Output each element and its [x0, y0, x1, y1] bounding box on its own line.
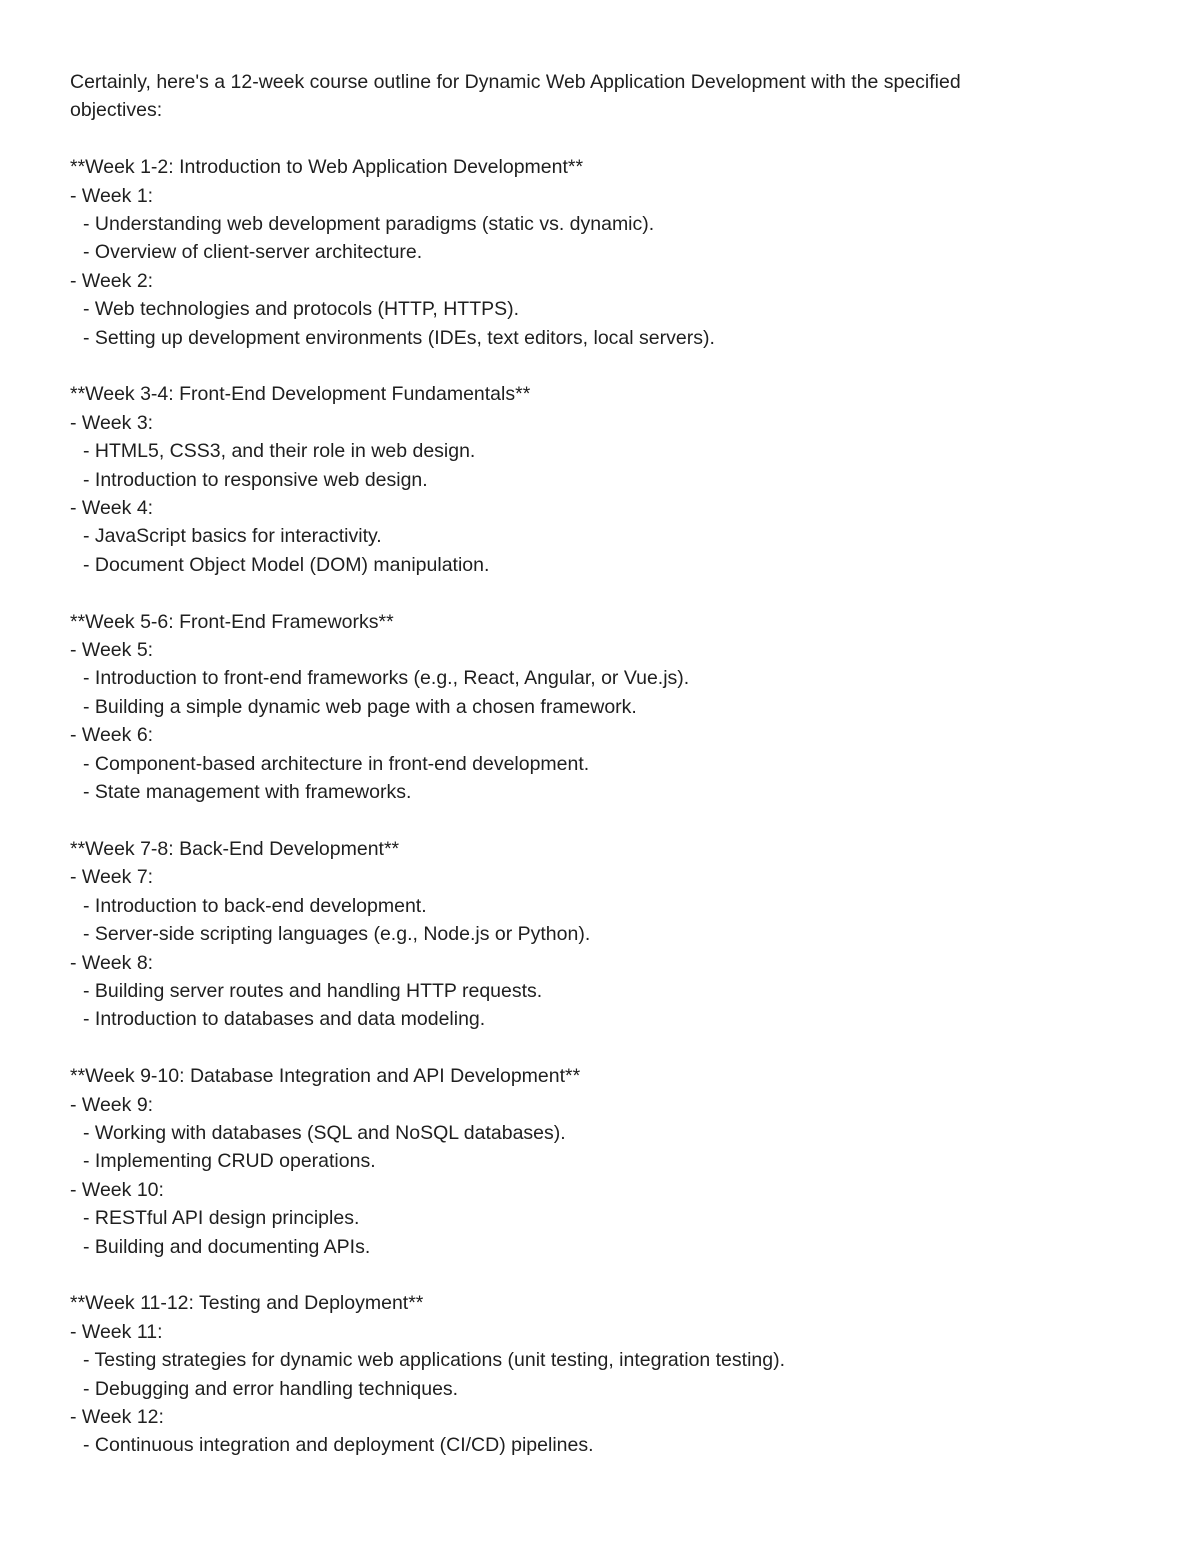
section-heading: **Week 5-6: Front-End Frameworks**: [70, 610, 394, 633]
week-item: - Debugging and error handling techniques.: [83, 1377, 459, 1400]
week-label: - Week 4:: [70, 497, 154, 520]
week-label: - Week 12:: [70, 1406, 164, 1428]
section-week-1-2: [70, 153, 1130, 352]
week-item: - RESTful API design principles.: [83, 1207, 360, 1230]
week-label: - Week 5:: [70, 639, 154, 662]
week-item: - Working with databases (SQL and NoSQL databases).: [83, 1121, 566, 1144]
week-label: - Week 11:: [70, 1320, 163, 1343]
week-item: - Document Object Model (DOM) manipulation.: [83, 553, 490, 576]
week-item: - Setting up development environments (IDEs, text editors, local servers).: [83, 326, 715, 349]
week-label: - Week 8:: [70, 951, 154, 974]
section-week-5-6: [70, 608, 1130, 807]
intro-line: objectives:: [70, 99, 163, 122]
week-item: - Building server routes and handling HTTP requests.: [83, 979, 543, 1002]
week-label: - Week 9:: [70, 1093, 154, 1116]
section-heading: **Week 3-4: Front-End Development Fundamentals**: [70, 383, 531, 406]
section-week-9-10: [70, 1062, 1130, 1261]
week-label: - Week 2:: [70, 269, 154, 292]
week-item: - Web technologies and protocols (HTTP, HTTPS).: [83, 298, 520, 321]
week-item: - Understanding web development paradigms (static vs. dynamic).: [83, 213, 655, 236]
section-week-11-12: [70, 1289, 1130, 1459]
week-item: - Introduction to back-end development.: [83, 894, 427, 917]
week-item: - Building and documenting APIs.: [83, 1235, 371, 1258]
section-week-3-4: [70, 380, 1130, 579]
section-heading: **Week 1-2: Introduction to Web Application Development**: [70, 156, 584, 179]
week-item: - Introduction to databases and data modeling.: [83, 1008, 486, 1031]
document-page: [70, 68, 1130, 1460]
week-label: - Week 3:: [70, 411, 154, 434]
week-label: - Week 6:: [70, 724, 154, 747]
week-item: - Testing strategies for dynamic web applications (unit testing, integration testing).: [83, 1349, 785, 1372]
week-label: - Week 1:: [70, 184, 154, 207]
intro-paragraph: [70, 68, 1130, 125]
section-week-7-8: [70, 835, 1130, 1034]
section-heading: **Week 7-8: Back-End Development**: [70, 837, 400, 860]
week-item: - Introduction to front-end frameworks (e.g., React, Angular, or Vue.js).: [83, 667, 690, 690]
week-item: - HTML5, CSS3, and their role in web design.: [83, 440, 476, 463]
section-heading: **Week 9-10: Database Integration and API Development**: [70, 1065, 581, 1088]
week-item: - Implementing CRUD operations.: [83, 1150, 376, 1173]
week-label: - Week 7:: [70, 866, 154, 889]
week-label: - Week 10:: [70, 1178, 164, 1201]
week-item: - Overview of client-server architecture.: [83, 241, 423, 264]
week-item: - Continuous integration and deployment (CI/CD) pipelines.: [83, 1434, 594, 1457]
week-item: - Server-side scripting languages (e.g., Node.js or Python).: [83, 923, 591, 946]
section-heading: **Week 11-12: Testing and Deployment**: [70, 1292, 424, 1315]
week-item: - Introduction to responsive web design.: [83, 468, 428, 491]
week-item: - Building a simple dynamic web page with a chosen framework.: [83, 695, 637, 718]
week-item: - Component-based architecture in front-end development.: [83, 752, 590, 775]
intro-line: Certainly, here's a 12-week course outline for Dynamic Web Application Development with the specified: [70, 71, 961, 93]
week-item: - State management with frameworks.: [83, 781, 412, 804]
week-item: - JavaScript basics for interactivity.: [83, 525, 382, 548]
